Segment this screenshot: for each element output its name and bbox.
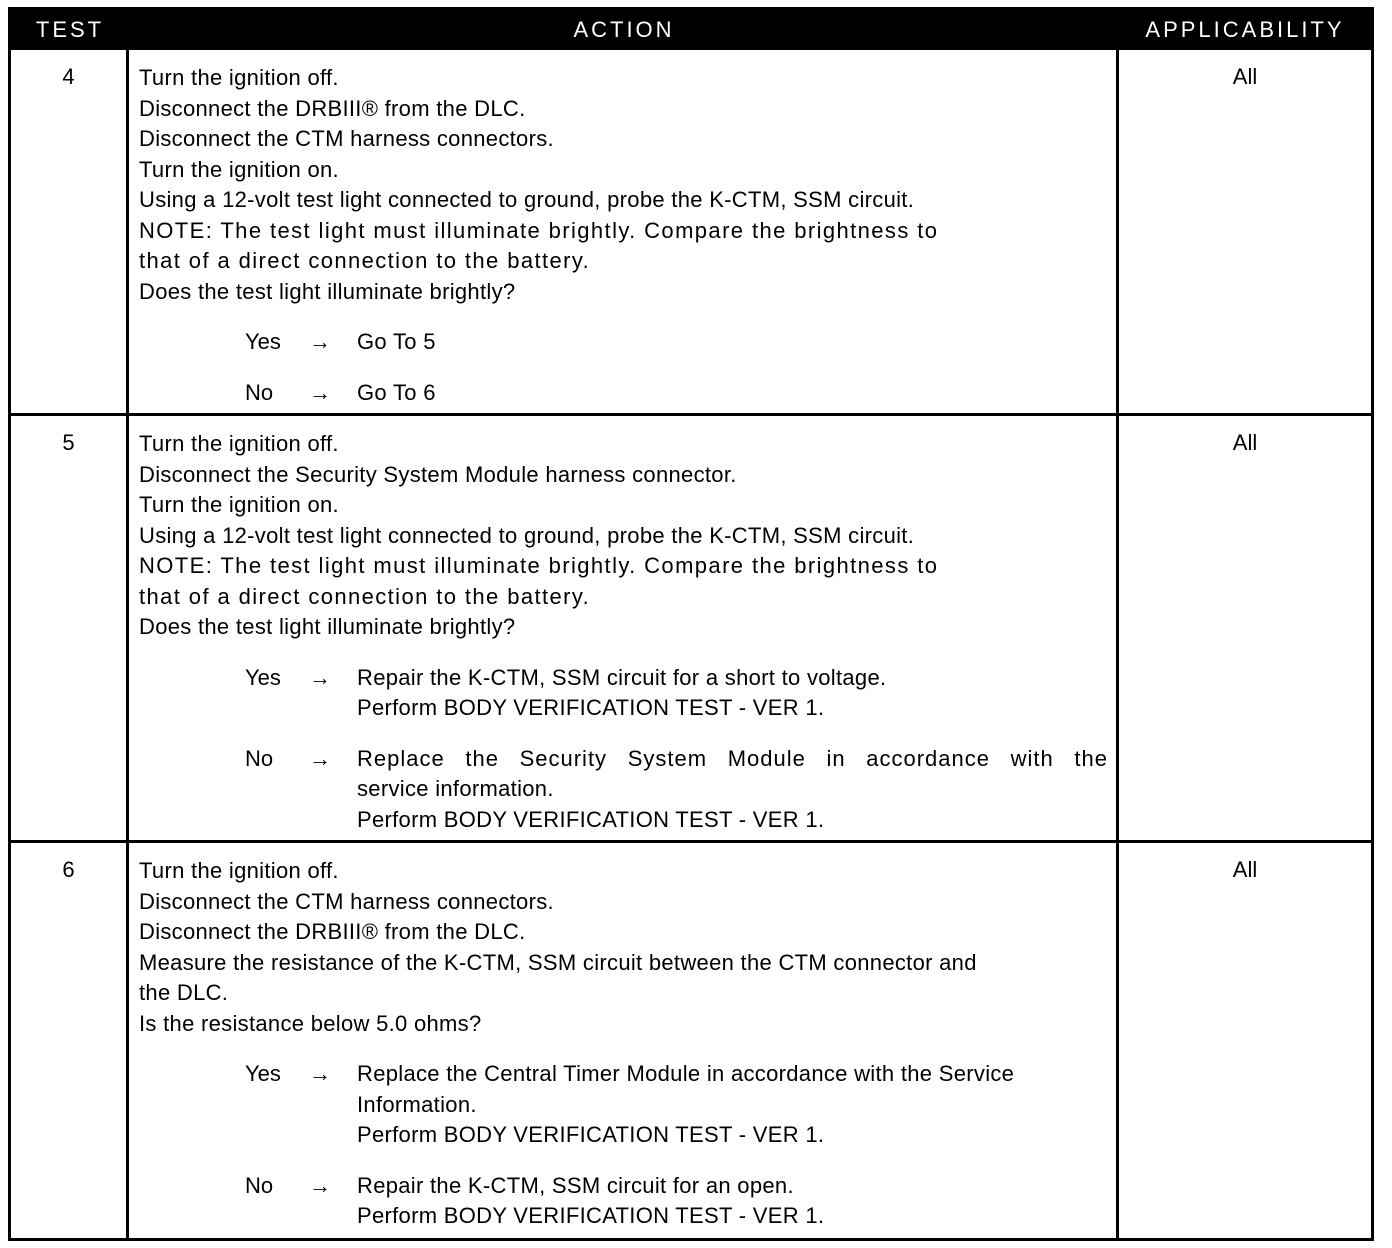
response-line: Perform BODY VERIFICATION TEST - VER 1. bbox=[357, 695, 825, 720]
no-label: No bbox=[245, 379, 274, 405]
header-action: ACTION bbox=[573, 17, 675, 42]
test-number: 6 bbox=[11, 843, 129, 1238]
arrow-icon: → bbox=[309, 329, 331, 354]
test-row-5 bbox=[11, 416, 1371, 840]
action-cell bbox=[129, 843, 1119, 1238]
response-line: Information. bbox=[357, 1091, 477, 1117]
header-applicability: APPLICABILITY bbox=[1145, 17, 1345, 42]
action-line: Using a 12-volt test light connected to ground, probe the K-CTM, SSM circuit. bbox=[139, 187, 915, 212]
response-line: Perform BODY VERIFICATION TEST - VER 1. bbox=[357, 1203, 825, 1228]
yes-response bbox=[139, 1059, 1108, 1151]
response-line: Go To 5 bbox=[357, 329, 436, 354]
question-line: Does the test light illuminate brightly? bbox=[139, 278, 516, 304]
action-line: Disconnect the CTM harness connectors. bbox=[139, 888, 554, 914]
applicability: All bbox=[1232, 430, 1258, 455]
applicability: All bbox=[1232, 857, 1258, 882]
no-label: No bbox=[245, 1172, 274, 1198]
action-line: Turn the ignition off. bbox=[139, 65, 339, 90]
no-response bbox=[139, 744, 1108, 836]
response-line: Replace the Central Timer Module in accordance with the Service bbox=[357, 1061, 1015, 1086]
response-line: Perform BODY VERIFICATION TEST - VER 1. bbox=[357, 1122, 825, 1147]
yes-label: Yes bbox=[245, 664, 281, 690]
arrow-icon: → bbox=[309, 1172, 331, 1198]
action-line: Turn the ignition off. bbox=[139, 858, 339, 883]
action-line: Disconnect the Security System Module harness connector. bbox=[139, 461, 737, 487]
yes-response bbox=[139, 663, 1108, 724]
no-response bbox=[139, 1171, 1108, 1232]
response-line: Perform BODY VERIFICATION TEST - VER 1. bbox=[357, 806, 825, 832]
response-line: Repair the K-CTM, SSM circuit for an open. bbox=[357, 1172, 794, 1198]
note-line: NOTE: The test light must illuminate brightly. Compare the brightness to bbox=[139, 553, 939, 578]
note-line: that of a direct connection to the battery. bbox=[139, 583, 591, 609]
test-row-6 bbox=[11, 843, 1371, 1238]
applicability: All bbox=[1232, 64, 1258, 89]
note-line: that of a direct connection to the battery. bbox=[139, 248, 591, 273]
action-line: Measure the resistance of the K-CTM, SSM circuit between the CTM connector and bbox=[139, 949, 977, 975]
arrow-icon: → bbox=[309, 1061, 331, 1086]
note-line: NOTE: The test light must illuminate brightly. Compare the brightness to bbox=[139, 217, 939, 243]
test-number: 4 bbox=[11, 50, 129, 413]
action-line: Disconnect the DRBIII® from the DLC. bbox=[139, 919, 526, 944]
yes-label: Yes bbox=[245, 1061, 281, 1086]
action-line: Disconnect the CTM harness connectors. bbox=[139, 126, 554, 151]
arrow-icon: → bbox=[309, 379, 331, 405]
response-line: Replace the Security System Module in accordance with the bbox=[357, 745, 1108, 771]
action-line: Turn the ignition on. bbox=[139, 492, 339, 517]
response-line: service information. bbox=[357, 776, 554, 801]
response-line: Go To 6 bbox=[357, 379, 436, 405]
yes-label: Yes bbox=[245, 329, 281, 354]
action-line: Turn the ignition on. bbox=[139, 156, 339, 182]
diagnostic-table bbox=[8, 7, 1374, 1241]
question-line: Is the resistance below 5.0 ohms? bbox=[139, 1010, 482, 1036]
action-line: the DLC. bbox=[139, 980, 229, 1005]
test-row-4 bbox=[11, 50, 1371, 413]
action-line: Disconnect the DRBIII® from the DLC. bbox=[139, 95, 526, 121]
no-label: No bbox=[245, 745, 274, 771]
action-line: Using a 12-volt test light connected to ground, probe the K-CTM, SSM circuit. bbox=[139, 522, 915, 548]
action-cell bbox=[129, 416, 1119, 840]
response-line: Repair the K-CTM, SSM circuit for a short to voltage. bbox=[357, 664, 887, 690]
header-test: TEST bbox=[35, 17, 105, 42]
test-number: 5 bbox=[11, 416, 129, 840]
action-cell bbox=[129, 50, 1119, 413]
question-line: Does the test light illuminate brightly? bbox=[139, 614, 516, 639]
yes-response bbox=[139, 327, 1108, 358]
arrow-icon: → bbox=[309, 745, 331, 771]
action-line: Turn the ignition off. bbox=[139, 431, 339, 456]
no-response bbox=[139, 378, 1108, 409]
arrow-icon: → bbox=[309, 664, 331, 690]
